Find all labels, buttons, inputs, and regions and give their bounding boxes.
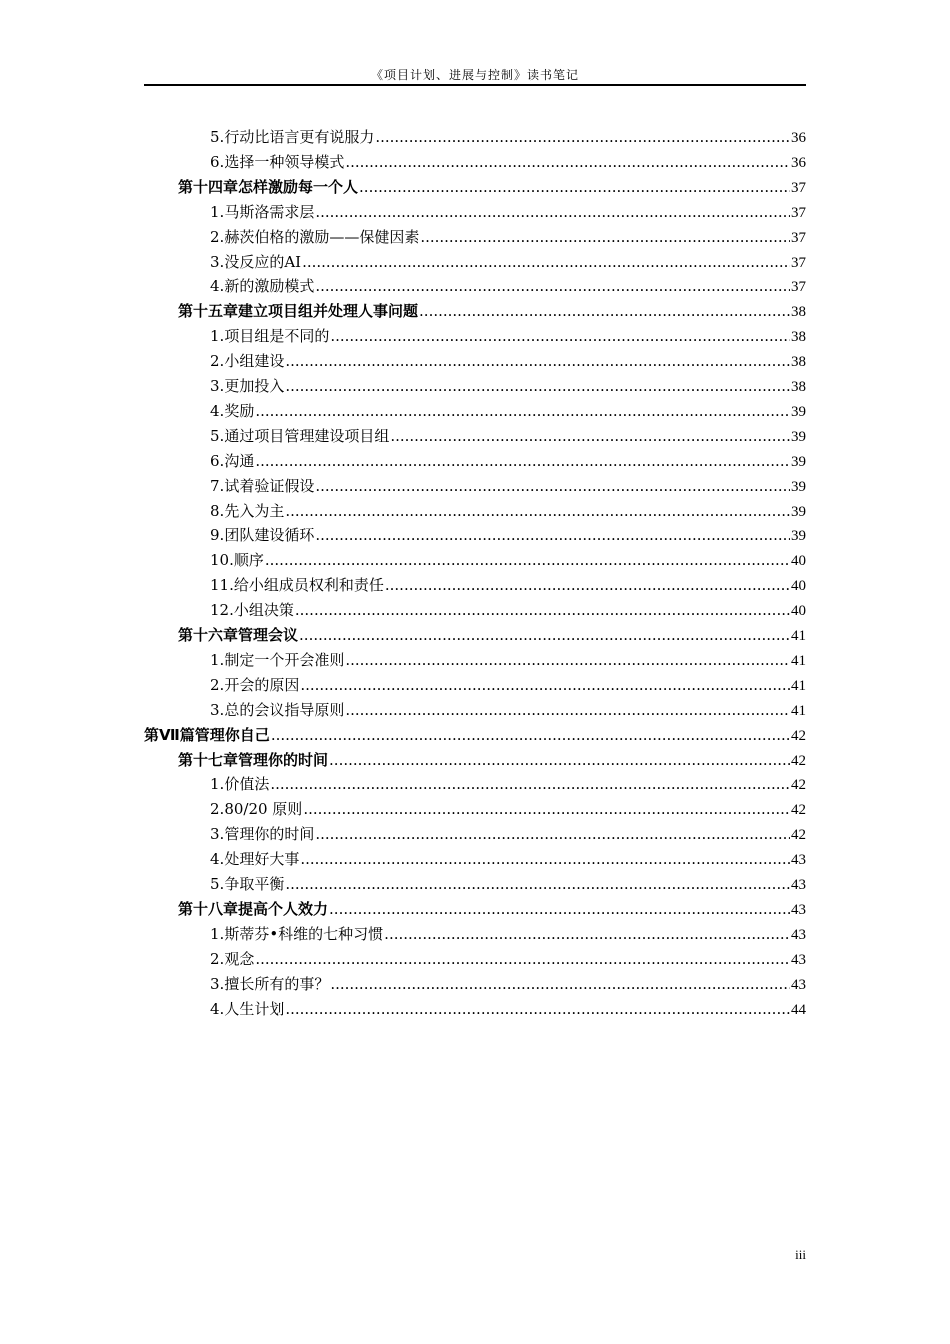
toc-entry-section[interactable] [210, 324, 806, 348]
toc-entry-section[interactable] [210, 523, 806, 547]
toc-entry-page: 41 [791, 628, 806, 644]
toc-entry-title: 奖励 [224, 401, 255, 420]
toc-entry-page: 38 [791, 379, 806, 395]
toc-entry-number: 11. [210, 576, 234, 595]
toc-entry-number: 4. [210, 850, 225, 869]
toc-entry-title: 给小组成员权利和责任 [233, 576, 384, 595]
toc-dot-leader [285, 349, 790, 373]
toc-entry-page: 43 [791, 901, 806, 918]
toc-entry-title: 马斯洛需求层 [224, 202, 315, 221]
toc-entry-number: 3. [210, 974, 225, 993]
toc-dot-leader [255, 947, 790, 971]
toc-entry-number: 3. [210, 252, 225, 271]
toc-entry-section[interactable] [210, 972, 806, 996]
toc-entry-title: 管理你自己 [194, 725, 270, 744]
toc-entry-page: 42 [791, 752, 806, 769]
page-number: iii [795, 1247, 806, 1262]
toc-entry-number: 1. [210, 775, 225, 794]
toc-dot-leader [315, 274, 790, 298]
toc-entry-page: 39 [791, 428, 806, 445]
toc-entry-title: 开会的原因 [224, 675, 300, 694]
toc-entry-number: 1. [210, 650, 225, 669]
toc-dot-leader [390, 424, 790, 448]
toc-entry-title: 先入为主 [224, 501, 285, 520]
toc-dot-leader [300, 847, 790, 871]
toc-entry-section[interactable] [210, 225, 806, 249]
toc-entry-page: 43 [791, 852, 806, 869]
toc-entry-part[interactable] [144, 723, 806, 747]
toc-entry-page: 37 [791, 204, 806, 221]
toc-entry-chapter[interactable] [178, 897, 806, 921]
toc-entry-title: 人生计划 [224, 999, 285, 1018]
toc-entry-chapter[interactable] [178, 748, 806, 772]
toc-entry-number: 5. [210, 128, 225, 146]
toc-entry-page: 41 [791, 652, 806, 669]
toc-entry-page: 39 [791, 528, 806, 545]
toc-entry-section[interactable] [210, 125, 806, 149]
toc-dot-leader [300, 673, 790, 697]
toc-dot-leader [265, 548, 790, 572]
toc-entry-title: 观念 [224, 949, 255, 968]
toc-dot-leader [345, 150, 790, 174]
toc-entry-title: 管理会议 [238, 626, 299, 644]
toc-entry-page: 43 [791, 976, 806, 993]
toc-entry-section[interactable] [210, 274, 806, 298]
toc-entry-title: 顺序 [233, 551, 264, 570]
toc-entry-number: 第十七章 [178, 750, 239, 769]
toc-dot-leader [375, 125, 790, 149]
toc-dot-leader [315, 474, 790, 498]
toc-entry-number: 2. [210, 352, 225, 371]
toc-entry-number: 第Ⅶ篇 [144, 725, 195, 744]
toc-entry-title: 80/20 原则 [224, 800, 303, 819]
toc-entry-number: 3. [210, 700, 225, 719]
toc-entry-chapter[interactable] [178, 175, 806, 199]
toc-entry-section[interactable] [210, 548, 806, 572]
toc-entry-section[interactable] [210, 250, 806, 274]
toc-entry-title: 试着验证假设 [224, 476, 315, 495]
toc-entry-number: 9. [210, 526, 225, 545]
toc-entry-number: 5. [210, 426, 225, 445]
toc-entry-title: 处理好大事 [224, 850, 300, 869]
toc-dot-leader [385, 573, 790, 597]
toc-entry-section[interactable] [210, 847, 806, 871]
toc-entry-number: 2. [210, 675, 225, 694]
toc-entry-page: 38 [791, 304, 806, 321]
toc-entry-section[interactable] [210, 698, 806, 722]
toc-entry-page: 40 [791, 603, 806, 620]
toc-entry-title: 总的会议指导原则 [224, 700, 345, 719]
toc-entry-section[interactable] [210, 822, 806, 846]
toc-entry-title: 斯蒂芬•科维的七种习惯 [224, 924, 384, 943]
toc-entry-page: 37 [791, 254, 806, 271]
toc-entry-number: 第十八章 [178, 899, 239, 918]
toc-dot-leader [345, 698, 790, 722]
toc-entry-number: 5. [210, 875, 225, 893]
toc-dot-leader [384, 922, 790, 946]
toc-dot-leader [315, 523, 790, 547]
toc-entry-number: 2. [210, 800, 225, 819]
toc-entry-page: 43 [791, 877, 806, 893]
toc-entry-title: 怎样激励每一个人 [238, 177, 359, 196]
toc-dot-leader [329, 897, 790, 921]
toc-entry-section[interactable] [210, 374, 806, 398]
toc-dot-leader [359, 175, 790, 199]
toc-entry-section[interactable] [210, 922, 806, 946]
header-rule [144, 84, 806, 86]
toc-dot-leader [315, 822, 790, 846]
toc-entry-section[interactable] [210, 598, 806, 622]
toc-entry-page: 43 [791, 926, 806, 943]
toc-entry-page: 39 [791, 478, 806, 495]
toc-entry-page: 41 [791, 702, 806, 719]
toc-dot-leader [315, 200, 790, 224]
toc-entry-section[interactable] [210, 673, 806, 697]
toc-dot-leader [285, 872, 790, 896]
toc-dot-leader [295, 598, 790, 622]
toc-entry-number: 10. [210, 551, 234, 570]
toc-entry-section[interactable] [210, 200, 806, 224]
toc-entry-number: 3. [210, 825, 225, 844]
toc-dot-leader [419, 299, 790, 323]
toc-entry-section[interactable] [210, 349, 806, 373]
toc-entry-number: 8. [210, 501, 225, 520]
toc-dot-leader [255, 449, 790, 473]
toc-dot-leader [345, 648, 790, 672]
toc-entry-page: 42 [791, 827, 806, 844]
toc-entry-number: 2. [210, 949, 225, 968]
toc-entry-number: 1. [210, 202, 225, 221]
toc-entry-title: 争取平衡 [224, 875, 285, 893]
toc-entry-title: 新的激励模式 [224, 277, 315, 296]
toc-entry-number: 1. [210, 924, 225, 943]
toc-entry-section[interactable] [210, 872, 806, 896]
toc-entry-number: 3. [210, 377, 225, 395]
toc-entry-title: 提高个人效力 [238, 899, 329, 918]
toc-dot-leader [299, 623, 790, 647]
toc-entry-title: 赫茨伯格的激励——保健因素 [224, 227, 420, 246]
toc-entry-section[interactable] [210, 449, 806, 473]
toc-entry-section[interactable] [210, 150, 806, 174]
toc-entry-page: 39 [791, 503, 806, 520]
toc-dot-leader [420, 225, 790, 249]
toc-dot-leader [303, 797, 790, 821]
toc-entry-section[interactable] [210, 797, 806, 821]
toc-entry-title: 没反应的AI [224, 252, 302, 271]
toc-dot-leader [285, 374, 790, 398]
toc-entry-number: 4. [210, 277, 225, 296]
toc-entry-title: 价值法 [224, 775, 270, 794]
toc-entry-page: 37 [791, 179, 806, 196]
toc-entry-number: 6. [210, 152, 225, 171]
toc-entry-title: 行动比语言更有说服力 [224, 128, 375, 146]
toc-dot-leader [302, 250, 790, 274]
toc-entry-page: 36 [791, 154, 806, 171]
toc-entry-chapter[interactable] [178, 623, 806, 647]
toc-dot-leader [270, 772, 790, 796]
toc-entry-title: 小组建设 [224, 352, 285, 371]
toc-dot-leader [330, 972, 790, 996]
toc-entry-section[interactable] [210, 648, 806, 672]
toc-entry-title: 制定一个开会准则 [224, 650, 345, 669]
toc-entry-chapter[interactable] [178, 299, 806, 323]
toc-entry-title: 沟通 [224, 451, 255, 470]
toc-entry-page: 42 [791, 727, 806, 744]
toc-entry-title: 选择一种领导模式 [224, 152, 345, 171]
toc-entry-title: 项目组是不同的 [224, 327, 330, 346]
toc-entry-number: 4. [210, 401, 225, 420]
toc-entry-page: 39 [791, 453, 806, 470]
toc-entry-section[interactable] [210, 424, 806, 448]
toc-entry-page: 43 [791, 951, 806, 968]
toc-entry-section[interactable] [210, 997, 806, 1021]
toc-entry-number: 4. [210, 999, 225, 1018]
toc-entry-number: 12. [210, 601, 234, 620]
running-header: 《项目计划、进展与控制》读书笔记 [370, 68, 579, 82]
toc-entry-number: 6. [210, 451, 225, 470]
toc-dot-leader [255, 399, 790, 423]
toc-entry-page: 41 [791, 677, 806, 694]
toc-entry-title: 管理你的时间 [224, 825, 315, 844]
toc-entry-page: 36 [791, 130, 806, 146]
toc-entry-page: 37 [791, 279, 806, 296]
toc-entry-number: 第十六章 [178, 626, 239, 644]
toc-entry-title: 通过项目管理建设项目组 [224, 426, 390, 445]
toc-entry-page: 42 [791, 777, 806, 794]
toc-entry-title: 更加投入 [224, 377, 285, 395]
toc-entry-number: 第十五章 [178, 302, 239, 321]
toc-entry-title: 小组决策 [233, 601, 294, 620]
toc-dot-leader [330, 324, 790, 348]
toc-dot-leader [285, 997, 790, 1021]
toc-entry-title: 建立项目组并处理人事问题 [238, 302, 419, 321]
toc-entry-page: 39 [791, 403, 806, 420]
toc-entry-page: 42 [791, 802, 806, 819]
toc-entry-section[interactable] [210, 573, 806, 597]
toc-entry-page: 40 [791, 578, 806, 595]
toc-entry-page: 37 [791, 229, 806, 246]
toc-entry-section[interactable] [210, 499, 806, 523]
toc-entry-section[interactable] [210, 772, 806, 796]
toc-entry-title: 管理你的时间 [238, 750, 329, 769]
toc-entry-page: 38 [791, 354, 806, 371]
toc-entry-number: 2. [210, 227, 225, 246]
toc-entry-page: 38 [791, 329, 806, 346]
toc-entry-section[interactable] [210, 474, 806, 498]
toc-dot-leader [329, 748, 790, 772]
toc-entry-section[interactable] [210, 399, 806, 423]
toc-entry-number: 第十四章 [178, 177, 239, 196]
toc-entry-page: 44 [791, 1001, 806, 1018]
toc-dot-leader [271, 723, 790, 747]
toc-dot-leader [285, 499, 790, 523]
toc-entry-section[interactable] [210, 947, 806, 971]
toc-entry-title: 团队建设循环 [224, 526, 315, 545]
toc-entry-number: 7. [210, 476, 225, 495]
toc-entry-title: 擅长所有的事？ [224, 974, 330, 993]
toc-entry-number: 1. [210, 327, 225, 346]
toc-entry-page: 40 [791, 553, 806, 570]
